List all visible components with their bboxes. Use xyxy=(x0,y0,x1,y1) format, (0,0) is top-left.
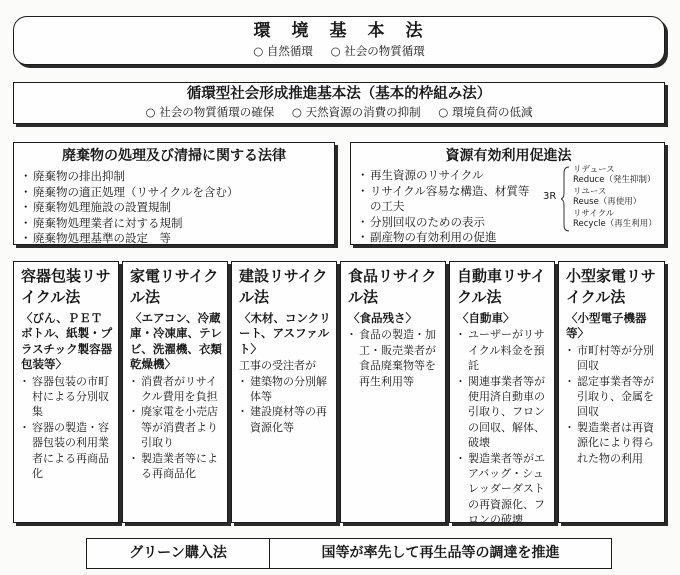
list-item: ・ 廃棄物の適正処理（リサイクルを含む） xyxy=(22,185,326,201)
food-recycling-law-box xyxy=(340,261,446,523)
law-items xyxy=(566,343,659,466)
framework-law-goals xyxy=(14,104,664,120)
list-item: ・ 容器の製造・容器包装の利用業者による再商品化 xyxy=(21,420,113,482)
law-title: 小型家電リサイクル法 xyxy=(566,267,656,306)
reuse-jp: リユース xyxy=(573,186,607,197)
law-intro: 工事の受注者が xyxy=(239,359,316,373)
law-title: 食品リサイクル法 xyxy=(348,267,437,306)
basic-environment-law-box xyxy=(13,16,665,65)
list-item: ・ 食品の製造・加工・販売業者が食品廃棄物等を再生利用等 xyxy=(348,327,440,389)
law-items xyxy=(21,374,113,482)
waste-law-items xyxy=(22,169,326,247)
list-item: ・ 消費者がリサイクル費用を負担 xyxy=(130,374,222,405)
list-item: ・ 廃棄物処理基準の設定 等 xyxy=(22,231,326,247)
list-item: ・ 廃棄物処理施設の設置規制 xyxy=(22,200,326,216)
construction-recycling-law-box xyxy=(231,261,337,523)
law-scope: 〈木材、コンクリート、アスファルト〉 xyxy=(239,311,331,356)
list-item: ・ 製造業者等がエアバッグ・シュレッダーダストの再資源化、フロンの破壊 xyxy=(457,451,549,528)
list-item: ・ 製造業者は再資源化により得られた物の利用 xyxy=(566,420,659,466)
reuse-en: Reuse（再使用） xyxy=(573,197,642,208)
list-item: ・ 副産物の有効利用の促進 xyxy=(359,230,544,246)
law-title: 容器包装リサイクル法 xyxy=(21,267,111,306)
law-title: 建設リサイクル法 xyxy=(239,267,328,306)
law-items xyxy=(130,374,222,482)
list-item: ・ 建築物の分別解体等 xyxy=(239,374,331,405)
law-items xyxy=(348,327,440,389)
principle-social-material-cycle: ○ 社会の物質循環 xyxy=(331,44,425,58)
list-item: ・ 関連事業者等が使用済自動車の引取り、フロンの回収、解体、破壊 xyxy=(457,374,549,451)
reduce-en: Reduce（発生抑制） xyxy=(573,175,656,186)
principle-natural-cycle: ○ 自然循環 xyxy=(253,44,313,58)
law-scope: 〈小型電子機器等〉 xyxy=(566,311,647,341)
law-scope: 〈食品残さ〉 xyxy=(348,311,417,325)
list-item: ・ 廃家電を小売店等が消費者より引取り xyxy=(130,404,222,450)
goal-reduce-resource-consumption: ○ 天然資源の消費の抑制 xyxy=(292,105,421,119)
goal-secure-material-cycle: ○ 社会の物質循環の確保 xyxy=(146,105,275,119)
law-title: 自動車リサイクル法 xyxy=(457,267,546,306)
green-purchase-label: グリーン購入法 xyxy=(87,539,270,568)
list-item: ・ 再生資源のリサイクル xyxy=(359,168,544,184)
green-purchase-description: 国等が率先して再生品等の調達を推進 xyxy=(321,545,560,561)
automobile-recycling-law-box xyxy=(449,261,555,527)
basic-law-principles xyxy=(14,43,664,59)
goal-reduce-environmental-load: ○ 環境負荷の低減 xyxy=(438,105,532,119)
resource-utilization-law-box xyxy=(350,142,665,245)
container-packaging-recycling-law-box xyxy=(13,261,119,523)
list-item: ・ ユーザーがリサイクル料金を預託 xyxy=(457,327,549,373)
waste-management-law-box xyxy=(13,142,335,245)
law-scope: 〈びん、ＰＥＴボトル、紙製・プラスチック製容器包装等〉 xyxy=(21,311,113,372)
list-item: ・ 分別回収のための表示 xyxy=(359,215,544,231)
law-items xyxy=(457,327,549,527)
framework-law-box xyxy=(13,82,665,124)
list-item: ・ 容器包装の市町村による分別収集 xyxy=(21,374,113,420)
small-appliance-recycling-law-box xyxy=(558,261,665,523)
list-item: ・ 認定事業者等が引取り、金属を回収 xyxy=(566,374,659,420)
three-r-brace xyxy=(561,165,571,233)
home-appliance-recycling-law-box xyxy=(122,261,228,523)
law-scope: 〈エアコン、冷蔵庫・冷凍庫、テレビ、洗濯機、衣類乾燥機〉 xyxy=(130,311,222,372)
law-items xyxy=(239,374,331,436)
framework-law-title: 循環型社会形成推進基本法（基本的枠組み法） xyxy=(186,86,492,102)
resource-law-items xyxy=(359,168,544,246)
law-scope: 〈自動車〉 xyxy=(457,311,515,325)
list-item: ・ 廃棄物処理業者に対する規制 xyxy=(22,216,326,232)
recycle-jp: リサイクル xyxy=(573,208,615,219)
three-r-label: 3R xyxy=(543,191,557,202)
law-title: 家電リサイクル法 xyxy=(130,267,219,306)
list-item: ・ 廃棄物の排出抑制 xyxy=(22,169,326,185)
list-item: ・ 製造業者等による再商品化 xyxy=(130,451,222,482)
recycle-en: Recycle（再生利用） xyxy=(573,219,657,230)
list-item: ・ 建設廃材等の再資源化等 xyxy=(239,404,331,435)
list-item: ・ 市町村等が分別回収 xyxy=(566,343,659,374)
basic-law-title: 環 境 基 本 法 xyxy=(253,21,425,41)
three-r-list xyxy=(573,165,657,229)
resource-law-title: 資源有効利用促進法 xyxy=(445,148,572,164)
reduce-jp: リデュース xyxy=(573,165,615,175)
waste-law-title: 廃棄物の処理及び清掃に関する法律 xyxy=(62,148,286,164)
list-item: ・ リサイクル容易な構造、材質等の工夫 xyxy=(359,184,530,215)
green-purchase-law-box xyxy=(86,538,612,569)
